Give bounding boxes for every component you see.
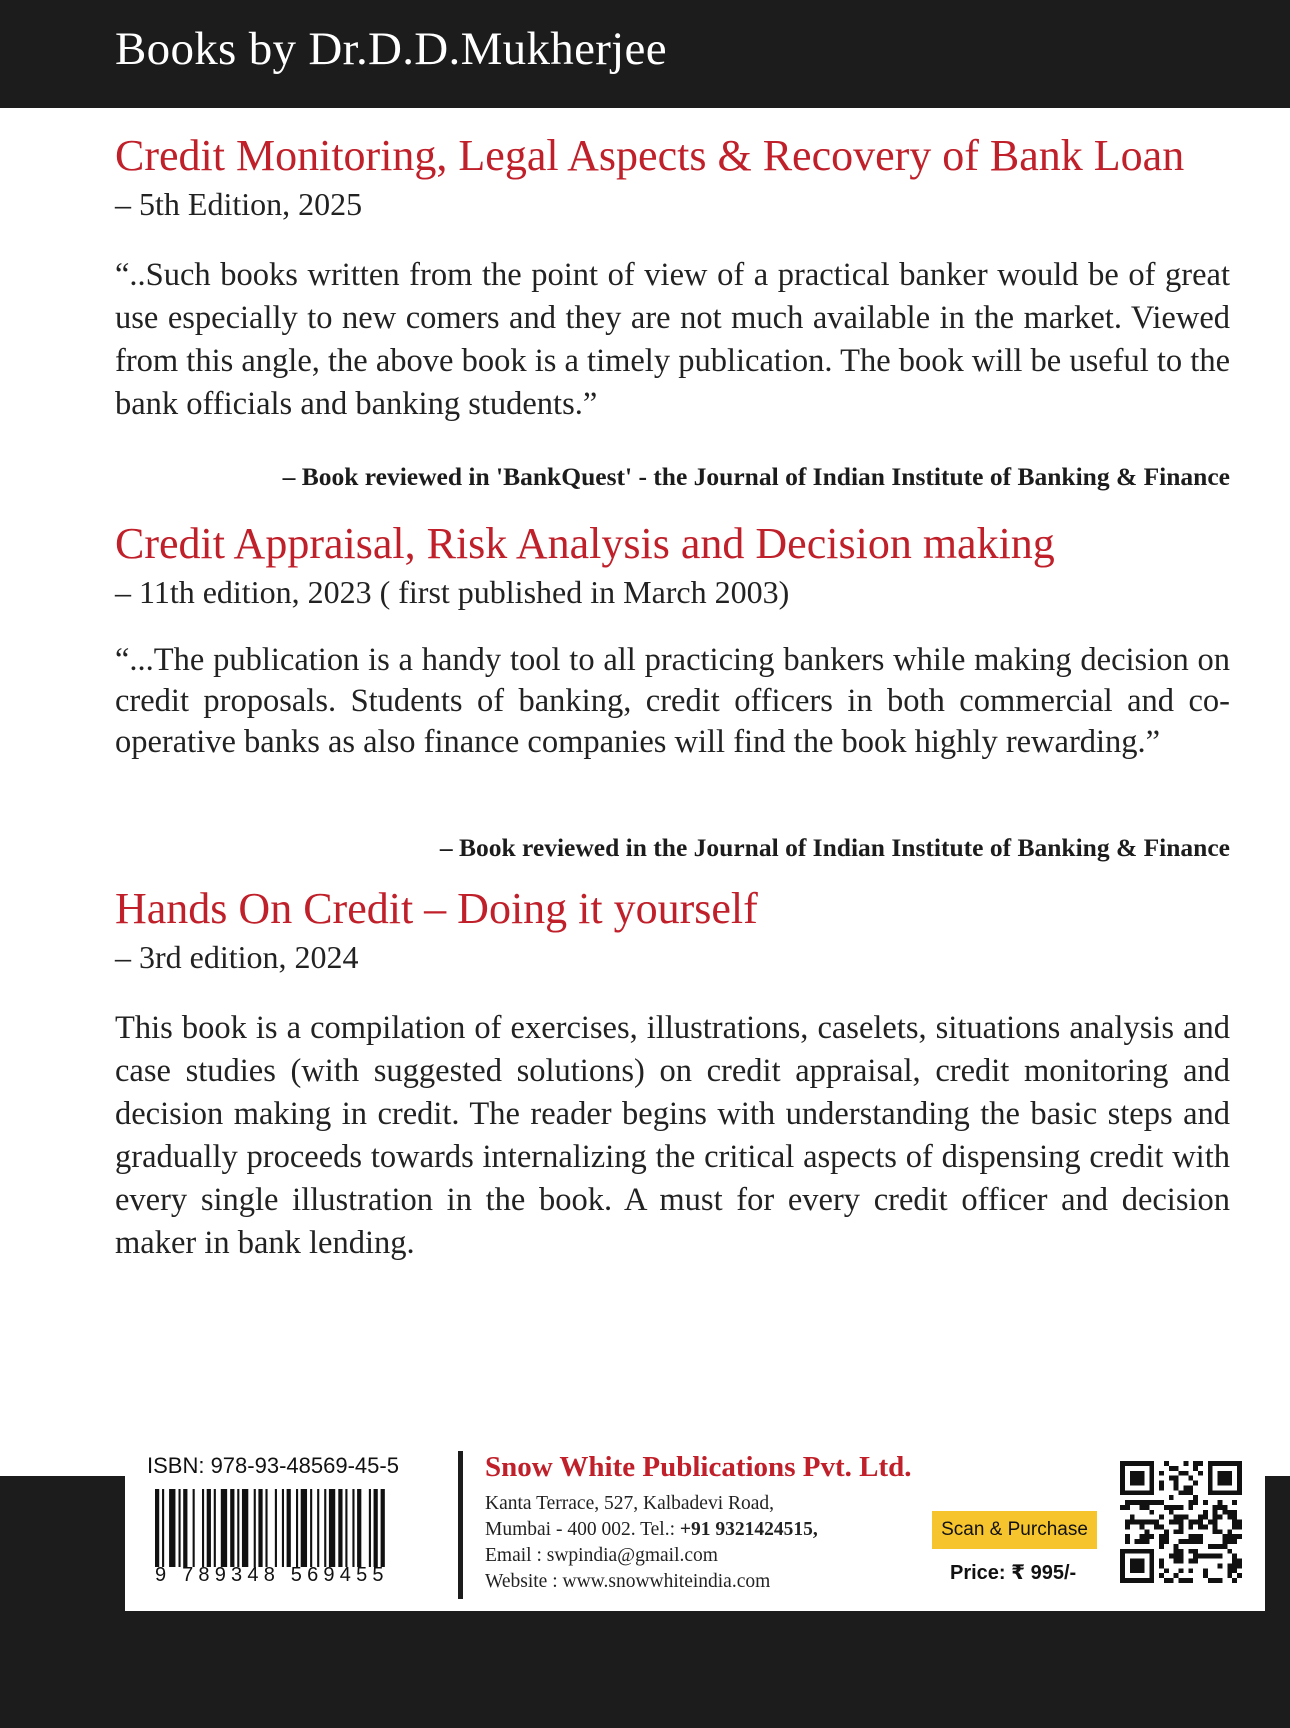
- book-title: Credit Monitoring, Legal Aspects & Recovery of Bank Loan: [115, 131, 1185, 180]
- book-blurb: “...The publication is a handy tool to all practicing bankers while making decision on credit proposals. Students of banking, credit officers in both commercial and co-operative banks as also finance companies will find the book highly rewarding.”: [115, 642, 1230, 760]
- book-review-credit: – Book reviewed in 'BankQuest' - the Journal of Indian Institute of Banking & Finance: [282, 462, 1230, 491]
- book-edition: – 3rd edition, 2024: [115, 939, 359, 975]
- publisher-address-phone: [485, 1519, 818, 1541]
- page-title: Books by Dr.D.D.Mukherjee: [115, 23, 667, 75]
- book-blurb: “..Such books written from the point of view of a practical banker would be of great use especially to new comers and they are not much available in the market. Viewed from this angle, the above book is a timely publication. The book will be useful to the bank officials and banking students.”: [115, 257, 1231, 422]
- book-title: Credit Appraisal, Risk Analysis and Decision making: [115, 519, 1055, 568]
- book-list: [115, 128, 1230, 1265]
- publisher-address: Kanta Terrace, 527, Kalbadevi Road,: [485, 1493, 775, 1514]
- publisher-website[interactable]: Website : www.snowwhiteindia.com: [485, 1571, 771, 1592]
- book-edition: – 11th edition, 2023 ( first published in March 2003): [115, 574, 790, 610]
- book-entry-credit-appraisal: [115, 516, 1230, 863]
- book-blurb: This book is a compilation of exercises, illustrations, caselets, situations analysis and case studies (with suggested solutions) on credit appraisal, credit monitoring and decision making in credit. The reader begins with understanding the basic steps and gradually proceeds towards internalizing the critical aspects of dispensing credit with every single illustration in the book. A must for every credit officer and decision maker in bank lending.: [115, 1010, 1230, 1261]
- book-review-credit: – Book reviewed in the Journal of Indian Institute of Banking & Finance: [439, 833, 1230, 862]
- imprint-panel: [125, 1443, 1265, 1611]
- price-label: Price: ₹ 995/-: [950, 1562, 1077, 1584]
- book-title: Hands On Credit – Doing it yourself: [115, 884, 758, 933]
- scan-purchase-badge: Scan & Purchase: [932, 1511, 1097, 1549]
- phone-number: +91 9321424515,: [679, 1519, 818, 1540]
- isbn-label: ISBN: 978-93-48569-45-5: [147, 1453, 399, 1478]
- book-entry-credit-monitoring: [115, 128, 1230, 492]
- book-entry-hands-on-credit: [115, 881, 1230, 1265]
- publisher-name: Snow White Publications Pvt. Ltd.: [485, 1451, 912, 1483]
- divider: [458, 1451, 463, 1599]
- qr-code-icon[interactable]: [1120, 1461, 1242, 1583]
- book-edition: – 5th Edition, 2025: [115, 186, 363, 222]
- publisher-email[interactable]: Email : swpindia@gmail.com: [485, 1545, 718, 1566]
- address-city: Mumbai - 400 002. Tel.:: [485, 1519, 680, 1540]
- barcode-digits: 9 789348 569455: [155, 1564, 389, 1586]
- barcode-icon: [155, 1489, 390, 1567]
